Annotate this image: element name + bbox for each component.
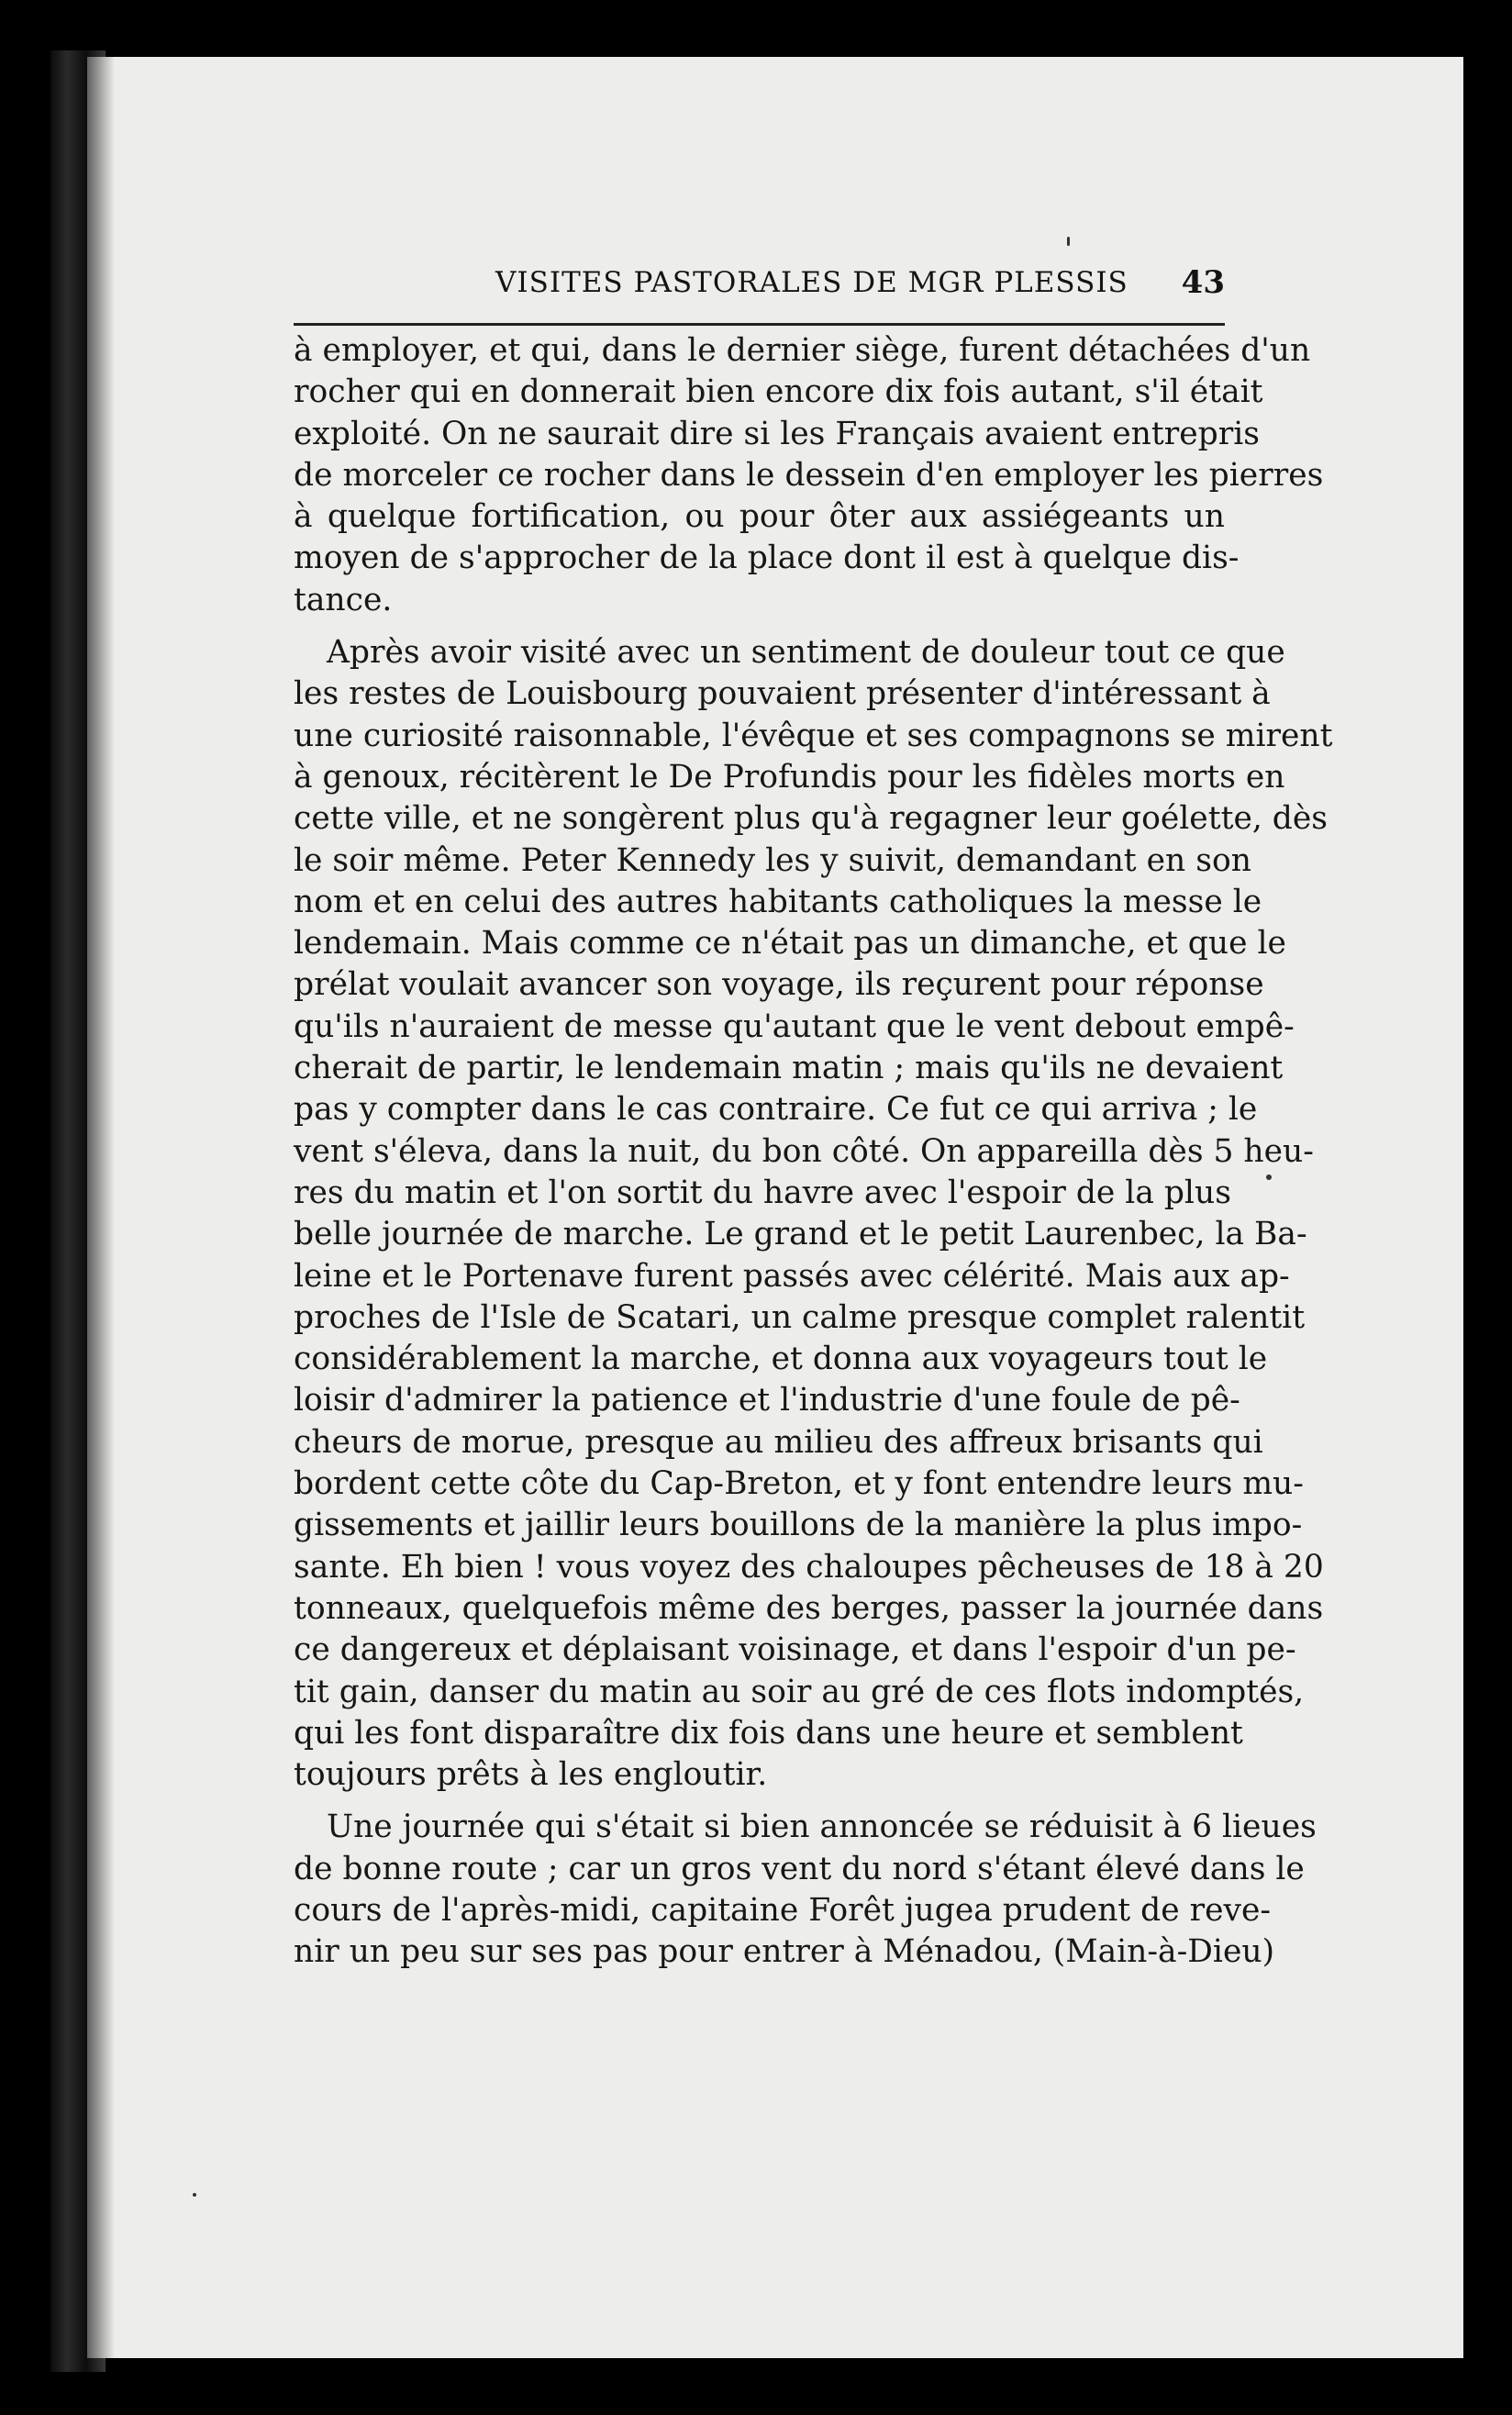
paper-speck <box>1266 1174 1272 1180</box>
text-line: ce dangereux et déplaisant voisinage, et dans l'espoir d'un pe- <box>294 1631 1296 1669</box>
paper-speck <box>193 2193 196 2197</box>
text-line: sante. Eh bien ! vous voyez des chaloupes pêcheuses de 18 à 20 <box>294 1548 1324 1586</box>
text-line: prélat voulait avancer son voyage, ils reçurent pour réponse <box>294 966 1264 1004</box>
text-line: leine et le Portenave furent passés avec célérité. Mais aux ap- <box>294 1257 1290 1295</box>
body-text <box>294 330 1333 1974</box>
text-line: à employer, et qui, dans le dernier siège, furent détachées d'un <box>294 332 1311 369</box>
page-gutter-shadow <box>87 57 115 2358</box>
paragraph <box>294 1807 1317 1973</box>
text-line: Après avoir visité avec un sentiment de douleur tout ce que <box>327 634 1285 672</box>
text-line: proches de l'Isle de Scatari, un calme presque complet ralentit <box>294 1298 1306 1336</box>
text-line: cherait de partir, le lendemain matin ; mais qu'ils ne devaient <box>294 1050 1284 1087</box>
text-line: cours de l'après-midi, capitaine Forêt jugea prudent de reve- <box>294 1891 1272 1929</box>
text-line: les restes de Louisbourg pouvaient présenter d'intéressant à <box>294 675 1271 713</box>
text-line: de bonne route ; car un gros vent du nord s'étant élevé dans le <box>294 1850 1305 1887</box>
text-line: lendemain. Mais comme ce n'était pas un dimanche, et que le <box>294 925 1286 963</box>
text-line: pas y compter dans le cas contraire. Ce fut ce qui arriva ; le <box>294 1091 1258 1129</box>
text-line: vent s'éleva, dans la nuit, du bon côté. On appareilla dès 5 heu- <box>294 1132 1314 1170</box>
text-line: toujours prêts à les engloutir. <box>294 1756 768 1794</box>
text-line: qui les font disparaître dix fois dans une heure et semblent <box>294 1714 1243 1752</box>
text-line: de morceler ce rocher dans le dessein d'en employer les pierres <box>294 456 1324 494</box>
text-line: qu'ils n'auraient de messe qu'autant que le vent debout empê- <box>294 1007 1295 1045</box>
page-number: 43 <box>1181 264 1225 301</box>
text-line: le soir même. Peter Kennedy les y suivit, demandant en son <box>294 841 1251 879</box>
text-line: bordent cette côte du Cap-Breton, et y font entendre leurs mu- <box>294 1465 1304 1503</box>
paper-speck <box>1067 237 1070 246</box>
text-line: belle journée de marche. Le grand et le petit Laurenbec, la Ba- <box>294 1216 1307 1253</box>
header-rule <box>294 323 1225 326</box>
running-title: VISITES PASTORALES DE MGR PLESSIS <box>495 266 1128 299</box>
text-line: tonneaux, quelquefois même des berges, passer la journée dans <box>294 1589 1324 1627</box>
text-line: res du matin et l'on sortit du havre avec l'espoir de la plus <box>294 1174 1231 1211</box>
text-line: nir un peu sur ses pas pour entrer à Ménadou, (Main-à-Dieu) <box>294 1933 1275 1971</box>
text-line: exploité. On ne saurait dire si les Français avaient entrepris <box>294 415 1260 452</box>
text-line: tance. <box>294 581 393 618</box>
paragraph-gap <box>294 1796 1225 1807</box>
text-line: considérablement la marche, et donna aux voyageurs tout le <box>294 1341 1268 1378</box>
text-line: loisir d'admirer la patience et l'industrie d'une foule de pê- <box>294 1382 1240 1419</box>
text-line: à quelque fortification, ou pour ôter aux assiégeants un <box>294 498 1225 536</box>
text-line: moyen de s'approcher de la place dont il est à quelque dis- <box>294 540 1240 577</box>
text-line: tit gain, danser du matin au soir au gré de ces flots indomptés, <box>294 1673 1305 1710</box>
text-line: Une journée qui s'était si bien annoncée se réduisit à 6 lieues <box>327 1808 1317 1846</box>
text-line: cette ville, et ne songèrent plus qu'à regagner leur goélette, dès <box>294 800 1329 838</box>
text-line: à genoux, récitèrent le De Profundis pour les fidèles morts en <box>294 758 1285 796</box>
page-header <box>294 259 1225 314</box>
paragraph <box>294 330 1324 621</box>
text-line: rocher qui en donnerait bien encore dix fois autant, s'il était <box>294 373 1263 411</box>
text-line: nom et en celui des autres habitants catholiques la messe le <box>294 883 1262 920</box>
text-line: cheurs de morue, presque au milieu des affreux brisants qui <box>294 1423 1263 1461</box>
paragraph <box>294 632 1333 1796</box>
paragraph-gap <box>294 621 1225 632</box>
text-line: une curiosité raisonnable, l'évêque et ses compagnons se mirent <box>294 717 1333 754</box>
text-line: gissements et jaillir leurs bouillons de la manière la plus impo- <box>294 1507 1303 1544</box>
